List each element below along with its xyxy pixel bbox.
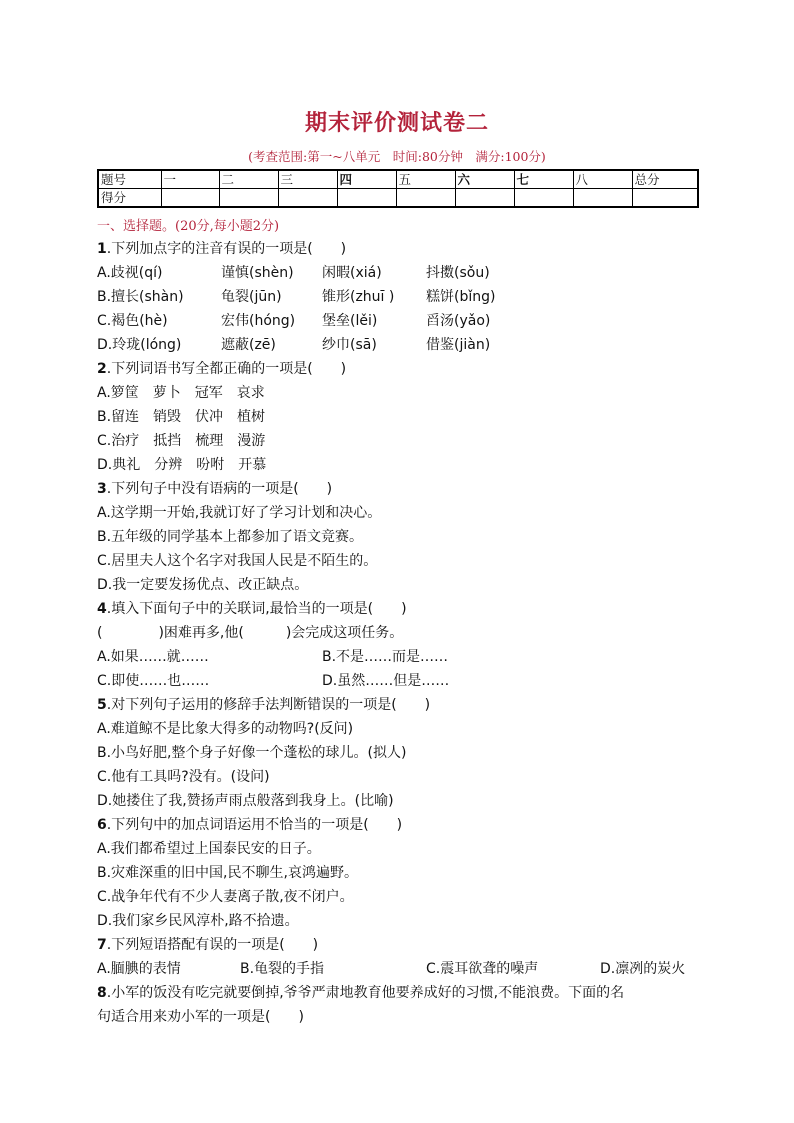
- question-stem: [97, 360, 346, 378]
- score-table-cell: 四: [337, 170, 396, 189]
- question-number: 4: [97, 601, 107, 617]
- option-d[interactable]: D.凛冽的炭火: [600, 961, 686, 977]
- question-text: .下列句中的加点词语运用不恰当的一项是( ): [106, 817, 403, 833]
- option-row: [97, 672, 697, 690]
- score-table-cell: 二: [219, 170, 278, 189]
- option-row: [97, 264, 697, 282]
- option-c[interactable]: C.居里夫人这个名字对我国人民是不陌生的。: [97, 553, 378, 569]
- question-text: .下列短语搭配有误的一项是( ): [106, 937, 319, 953]
- option-b[interactable]: B.不是……而是……: [322, 649, 449, 665]
- option-item: 遮蔽(zē): [221, 337, 276, 353]
- option-b[interactable]: B.擅长(shàn): [97, 289, 184, 305]
- option-d[interactable]: D.虽然……但是……: [322, 673, 450, 689]
- question-number: 7: [97, 937, 107, 953]
- option-item: 龟裂(jūn): [221, 289, 282, 305]
- score-table-cell: 题号: [98, 170, 161, 189]
- score-table-cell: 一: [161, 170, 219, 189]
- score-table-cell: 七: [514, 170, 573, 189]
- score-table-cell: 五: [396, 170, 455, 189]
- option-c[interactable]: C.即使……也……: [97, 673, 210, 689]
- option-b[interactable]: B.留连 销毁 伏冲 植树: [97, 409, 266, 425]
- score-input-cell[interactable]: [219, 189, 278, 208]
- option-row: [97, 288, 697, 306]
- score-input-cell[interactable]: [632, 189, 698, 208]
- option-a[interactable]: A.这学期一开始,我就订好了学习计划和决心。: [97, 505, 382, 521]
- score-table-score-row: [98, 189, 698, 208]
- question-stem: [97, 240, 346, 258]
- option-item: 谨慎(shèn): [221, 265, 294, 281]
- option-row: [97, 336, 697, 354]
- exam-subtitle: (考查范围:第一~八单元 时间:80分钟 满分:100分): [248, 149, 546, 164]
- score-input-cell[interactable]: [514, 189, 573, 208]
- option-c[interactable]: C.他有工具吗?没有。(设问): [97, 769, 270, 785]
- question-text: .填入下面句子中的关联词,最恰当的一项是( ): [106, 601, 407, 617]
- option-a[interactable]: A.我们都希望过上国泰民安的日子。: [97, 841, 321, 857]
- option-c[interactable]: C.战争年代有不少人妻离子散,夜不闭户。: [97, 889, 354, 905]
- question-number: 6: [97, 817, 107, 833]
- fill-blank-sentence: ( )困难再多,他( )会完成这项任务。: [97, 625, 404, 641]
- question-stem: [97, 480, 332, 498]
- option-item: 借鉴(jiàn): [426, 337, 491, 353]
- question-number: 3: [97, 481, 107, 497]
- option-b[interactable]: B.灾难深重的旧中国,民不聊生,哀鸿遍野。: [97, 865, 358, 881]
- score-table-cell: 八: [573, 170, 632, 189]
- option-row: [97, 960, 697, 978]
- score-table: [97, 169, 699, 208]
- score-input-cell[interactable]: [455, 189, 514, 208]
- score-input-cell[interactable]: [337, 189, 396, 208]
- question-stem: [97, 984, 624, 1002]
- option-item: 舀汤(yǎo): [426, 313, 491, 329]
- option-item: 闲暇(xiá): [322, 265, 382, 281]
- question-number: 5: [97, 697, 107, 713]
- question-text: .下列句子中没有语病的一项是( ): [106, 481, 333, 497]
- option-row: [97, 312, 697, 330]
- option-item: 锥形(zhuī ): [322, 289, 395, 305]
- score-input-cell[interactable]: [161, 189, 219, 208]
- score-table-cell: 六: [455, 170, 514, 189]
- score-table-cell: 得分: [98, 189, 161, 208]
- option-a[interactable]: A.歧视(qí): [97, 265, 163, 281]
- option-d[interactable]: D.我们家乡民风淳朴,路不拾遗。: [97, 913, 299, 929]
- option-item: 宏伟(hóng): [221, 313, 296, 329]
- option-d[interactable]: D.玲珑(lóng): [97, 337, 182, 353]
- question-text: .小军的饭没有吃完就要倒掉,爷爷严肃地教育他要养成好的习惯,不能浪费。下面的名: [106, 985, 625, 1001]
- option-c[interactable]: C.震耳欲聋的噪声: [426, 961, 539, 977]
- question-text: .下列加点字的注音有误的一项是( ): [106, 241, 347, 257]
- question-stem: [97, 816, 402, 834]
- score-input-cell[interactable]: [573, 189, 632, 208]
- option-row: [97, 648, 697, 666]
- question-number: 1: [97, 241, 107, 257]
- question-stem: [97, 600, 407, 618]
- score-input-cell[interactable]: [278, 189, 337, 208]
- option-b[interactable]: B.五年级的同学基本上都参加了语文竞赛。: [97, 529, 364, 545]
- option-a[interactable]: A.腼腆的表情: [97, 961, 181, 977]
- option-a[interactable]: A.难道鲸不是比象大得多的动物吗?(反问): [97, 721, 354, 737]
- section-heading: 一、选择题。(20分,每小题2分): [97, 219, 280, 234]
- option-item: 堡垒(lěi): [322, 313, 378, 329]
- score-table-cell: 三: [278, 170, 337, 189]
- exam-title: 期末评价测试卷二: [304, 110, 489, 136]
- option-b[interactable]: B.小鸟好肥,整个身子好像一个蓬松的球儿。(拟人): [97, 745, 407, 761]
- option-item: 纱巾(sā): [322, 337, 377, 353]
- option-c[interactable]: C.褐色(hè): [97, 313, 168, 329]
- option-item: 糕饼(bǐng): [426, 289, 496, 305]
- question-number: 8: [97, 985, 107, 1001]
- question-text: .下列词语书写全都正确的一项是( ): [106, 361, 347, 377]
- option-a[interactable]: A.箩筐 萝卜 冠军 哀求: [97, 385, 265, 401]
- question-stem: [97, 696, 430, 714]
- score-input-cell[interactable]: [396, 189, 455, 208]
- score-table-header-row: [98, 170, 698, 189]
- option-c[interactable]: C.治疗 抵挡 梳理 漫游: [97, 433, 266, 449]
- option-d[interactable]: D.她搂住了我,赞扬声雨点般落到我身上。(比喻): [97, 793, 394, 809]
- question-number: 2: [97, 361, 107, 377]
- question-stem: [97, 936, 318, 954]
- option-d[interactable]: D.我一定要发扬优点、改正缺点。: [97, 577, 309, 593]
- score-table-cell: 总分: [632, 170, 698, 189]
- option-a[interactable]: A.如果……就……: [97, 649, 209, 665]
- option-item: 抖擞(sǒu): [426, 265, 490, 281]
- question-text: .对下列句子运用的修辞手法判断错误的一项是( ): [106, 697, 431, 713]
- option-b[interactable]: B.龟裂的手指: [240, 961, 325, 977]
- question-text-continued: 句适合用来劝小军的一项是( ): [97, 1009, 304, 1025]
- option-d[interactable]: D.典礼 分辨 吩咐 开慕: [97, 457, 267, 473]
